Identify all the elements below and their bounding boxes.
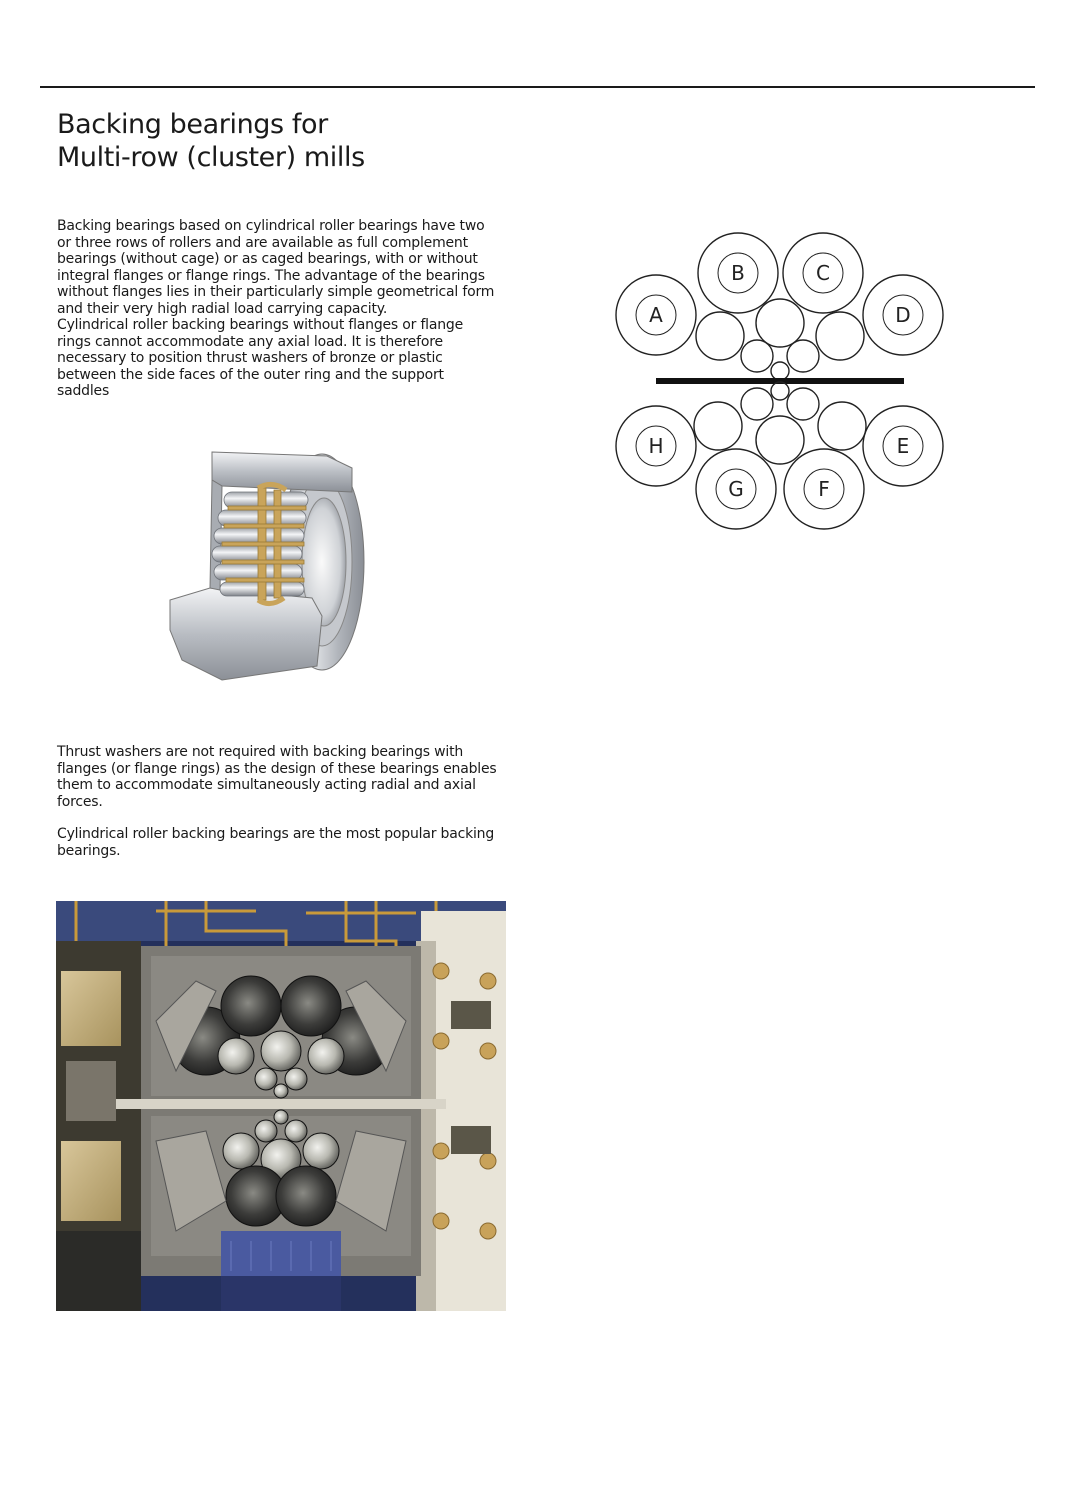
text-line: forces. bbox=[57, 793, 103, 810]
roll-label-b: B bbox=[731, 261, 745, 285]
thrust-washers-paragraph bbox=[57, 744, 502, 810]
text-line: Cylindrical roller backing bearings without flanges or flange bbox=[57, 317, 464, 333]
popular-bearings-paragraph bbox=[57, 826, 502, 859]
text-line: them to accommodate simultaneously acting radial and axial bbox=[57, 777, 476, 793]
text-line: necessary to position thrust washers of bronze or plastic bbox=[57, 350, 443, 366]
cluster-mill-roll-diagram bbox=[610, 228, 950, 538]
text-line: saddles bbox=[57, 383, 110, 399]
page-title bbox=[57, 108, 365, 174]
text-line: integral flanges or flange rings. The advantage of the bearings bbox=[57, 267, 485, 284]
text-line: without flanges lies in their particularly simple geometrical form bbox=[57, 284, 495, 300]
intro-paragraph bbox=[57, 218, 502, 400]
roll-label-a: A bbox=[649, 303, 663, 327]
text-line: Backing bearings based on cylindrical roller bearings have two bbox=[57, 218, 485, 234]
roll-label-c: C bbox=[816, 261, 830, 285]
text-line: bearings. bbox=[57, 842, 121, 859]
cluster-mill-photo bbox=[56, 901, 506, 1311]
page-title-line-1: Backing bearings for bbox=[57, 109, 328, 140]
text-line: and their very high radial load carrying capacity. bbox=[57, 300, 388, 317]
text-line: or three rows of rollers and are available as full complement bbox=[57, 234, 468, 251]
text-line: flanges (or flange rings) as the design of these bearings enables bbox=[57, 760, 497, 777]
roll-label-h: H bbox=[648, 434, 664, 458]
text-line: between the side faces of the outer ring and the support bbox=[57, 366, 444, 383]
roll-label-f: F bbox=[818, 477, 830, 501]
roll-label-g: G bbox=[728, 477, 744, 501]
bearing-cutaway-image bbox=[162, 440, 372, 685]
roll-label-d: D bbox=[895, 303, 911, 327]
text-line: bearings (without cage) or as caged bearings, with or without bbox=[57, 251, 478, 267]
text-line: rings cannot accommodate any axial load. It is therefore bbox=[57, 333, 443, 350]
text-line: Thrust washers are not required with backing bearings with bbox=[57, 744, 464, 760]
roll-label-e: E bbox=[896, 434, 910, 458]
header-rule bbox=[40, 86, 1035, 88]
page-title-line-2: Multi-row (cluster) mills bbox=[57, 142, 365, 173]
text-line: Cylindrical roller backing bearings are the most popular backing bbox=[57, 826, 495, 842]
